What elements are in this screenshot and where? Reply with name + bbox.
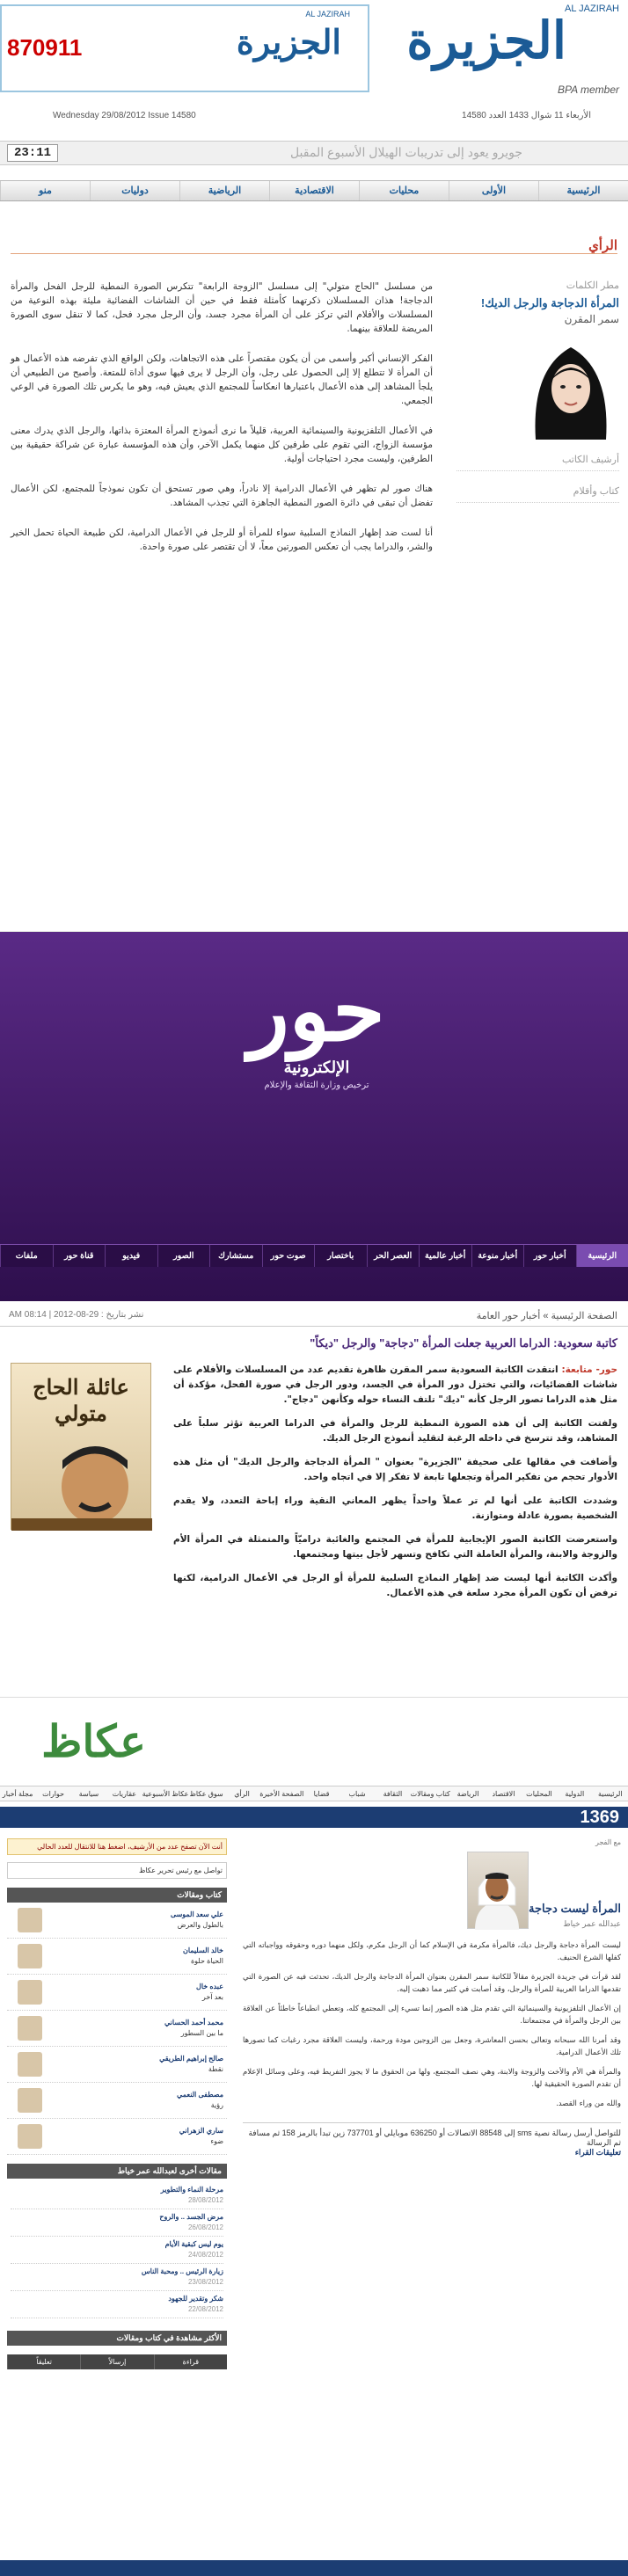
issue-number: 1369 (581, 1807, 620, 1828)
more-article-item[interactable] (11, 2291, 223, 2318)
hoor-logo-word: حور (220, 967, 413, 1055)
writer-column: ما بين السطور (181, 2029, 223, 2037)
writer-column: ضوء (210, 2137, 223, 2145)
nav-item[interactable]: فيديو (105, 1245, 157, 1267)
divider (0, 1326, 628, 1327)
more-article-title: يوم ليس كبقية الأيام (165, 2240, 223, 2248)
writer-text (42, 1982, 223, 2003)
writer-name: صالح إبراهيم الطريقي (159, 2055, 223, 2063)
article-paragraph: هناك صور لم تظهر في الأعمال الدرامية إلا نادراً، وهي صور تستحق أن تكون نموذجاً للمجتمع، لكن الأعمال تفضل أن تبقى في دائرة الصور النمطية الجاهزة التي تجذب المشاهد. (11, 482, 433, 510)
image-caption: عائلة الحاج متولي (11, 1374, 150, 1427)
avatar (18, 2052, 42, 2077)
nav-item[interactable]: حوارات (35, 1786, 70, 1801)
writer-column: نقطة (208, 2065, 223, 2073)
paragraph-text: انتقدت الكاتبة السعودية سمر المقرن ظاهرة تقديم عدد من المسلسلات والأفلام على شاشات الفضائيات، والتي تختزل دور المرأة في الجسد، ودور الرجل في صورة الفحل، مؤكدة أن مثل هذه الدراما تصور الرجل كأنه "ديك" تلتف النساء حوله وكأنهن "دجاج". (173, 1364, 617, 1405)
nav-item[interactable]: منو (0, 181, 90, 200)
nav-item[interactable]: الرأي (224, 1786, 259, 1801)
nav-item[interactable]: المحليات (522, 1786, 557, 1801)
ad-logo: الجزيرة (237, 22, 341, 62)
hoor-license: ترخيص وزارة الثقافة والإعلام (220, 1081, 413, 1090)
article-paragraph: وأكدت الكاتبة أنها ليست ضد إظهار النماذج السلبية للمرأة أو الرجل في الأعمال الدرامية، لكنها ترفض أن تكون المرأة مجرد سلعة في هذه الأعمال. (173, 1571, 617, 1601)
jazirah-section (0, 0, 628, 932)
writer-column: رؤية (211, 2101, 223, 2109)
writer-item[interactable] (7, 2011, 227, 2047)
tab-read[interactable]: قراءة (154, 2354, 227, 2369)
writer-item[interactable] (7, 1939, 227, 1975)
article-paragraph: ولفتت الكاتبة إلى أن هذه الصورة النمطية للرجل والمرأة في الدراما العربية تؤثر سلباً على المشاهد، وقد تترسخ في داخله الرغبة لتقليد أنموذج الرجل الديك. (173, 1416, 617, 1446)
author-archive-link[interactable]: أرشيف الكاتب (456, 454, 619, 471)
clock: 23:11 (7, 144, 58, 162)
archive-alert[interactable]: أنت الآن تصفح عدد من الأرشيف، اضغط هنا للانتقال للعدد الحالي (7, 1838, 227, 1855)
nav-item[interactable]: الرياضة (450, 1786, 486, 1801)
nav-item[interactable]: سياسة (71, 1786, 106, 1801)
hoor-header (0, 932, 628, 1301)
more-article-item[interactable] (11, 2264, 223, 2291)
article-paragraph: إن الأعمال التلفزيونية والسينمائية التي تقدم مثل هذه الصور إنما تسيء إلى المجتمع كله، وتعطي انطباعاً خاطئاً عن العلاقة بين الرجل والمرأة في مجتمعاتنا. (243, 2003, 621, 2027)
more-articles-list (7, 2179, 227, 2322)
nav-item[interactable]: الاقتصاد (486, 1786, 521, 1801)
writer-column: بعد آخر (202, 1993, 223, 2001)
article-title: المرأة الدجاجة والرجل الديك! (456, 295, 619, 311)
nav-item[interactable]: مجلة أخبار (0, 1786, 35, 1801)
sms-info: للتواصل أرسل رسالة نصية sms إلى 88548 الاتصالات أو 636250 موبايلي أو 737701 زين تبدأ بالرمز 158 ثم مسافة ثم الرسالة (248, 2128, 621, 2147)
column-name: مطر الكلمات (456, 280, 619, 291)
issue-bar (0, 1807, 628, 1828)
nav-item[interactable]: محليات (359, 181, 449, 200)
article-paragraph: ليست المرأة دجاجة والرجل ديك، فالمرأة مكرمة في الإسلام كما أن الرجل مكرم، ولكل منهما دوره وحقوقه وواجباته التي كفلها الشرع الحنيف. (243, 1939, 621, 1964)
nav-item[interactable]: قضايا (303, 1786, 339, 1801)
article-paragraph: واستعرضت الكاتبة الصور الإيجابية للمرأة في المجتمع والغائبة دراميّاً والمتمثلة في المرأة الأم والزوجة والابنة، والمرأة العاملة التي تكافح وتسهر لأجل بيتها ومجتمعها. (173, 1532, 617, 1562)
tab-comment[interactable]: تعليقاً (7, 2354, 80, 2369)
date-arabic: الأربعاء 11 شوال 1433 العدد 14580 (462, 111, 591, 120)
more-article-date: 24/08/2012 (11, 2250, 223, 2260)
bpa-badge: BPA member (558, 84, 619, 96)
writer-item[interactable] (7, 2119, 227, 2155)
comments-link[interactable]: تعليقات القراء (575, 2148, 621, 2157)
more-article-item[interactable] (11, 2182, 223, 2209)
author-name[interactable]: سمر المقرن (456, 313, 619, 325)
section-title: الرأي (588, 237, 617, 253)
article-paragraph: والله من وراء القصد. (243, 2098, 621, 2110)
author-portrait (522, 334, 619, 440)
article-paragraph: أنا لست ضد إظهار النماذج السلبية سواء للمرأة أو للرجل في الأعمال الدرامية، لكن طبيعة الحياة تحمل الخير والشر، والدراما يجب أن تعكس الصورتين معاً، لا أن تقتصر على صورة واحدة. (11, 526, 433, 554)
nav-item[interactable]: الرئيسية (576, 1245, 628, 1267)
date-bar (53, 107, 617, 125)
author-drawing (466, 1852, 528, 1930)
nav-item[interactable]: قناة حور (53, 1245, 106, 1267)
writer-text (42, 1910, 223, 1931)
more-article-date: 23/08/2012 (11, 2277, 223, 2288)
article-body (11, 280, 433, 570)
more-articles-title: مقالات أخرى لعبدالله عمر خياط (7, 2164, 227, 2179)
nav-item[interactable]: الصفحة الأخيرة (259, 1786, 303, 1801)
writers-link[interactable]: كتاب وأقلام (456, 485, 619, 503)
article-paragraph: وقد أمرنا الله سبحانه وتعالى بحسن المعاشرة، وجعل بين الزوجين مودة ورحمة، وليست العلاقة مجرد رغبات كما تصورها تلك الأعمال الدرامية. (243, 2034, 621, 2059)
article-header (243, 1852, 621, 1929)
writer-name: مصطفى النعمي (177, 2091, 223, 2099)
article-paragraph: الفكر الإنساني أكبر وأسمى من أن يكون مقتصراً على هذه الاتجاهات، ولكن الواقع الذي تفرضه هذه الأعمال هو أن المرأة لا تتطلع إلا إلى الحصول على رجل، وأن الرجل لا يرى فيها سوى أداة للمتعة. وأصبح من الطبيعي أن يلجأ المشاهد إلى هذه الأعمال باعتبارها انعكاساً للمجتمع الذي يعيش فيه، وهو ما يكرس تلك الصورة في الوعي الجمعي. (11, 352, 433, 408)
portrait-drawing (522, 334, 619, 440)
nav-item[interactable]: الاقتصادية (269, 181, 359, 200)
contact-editor-link[interactable]: تواصل مع رئيس تحرير عكاظ (7, 1862, 227, 1879)
nav-item[interactable]: الرياضية (179, 181, 269, 200)
avatar (18, 1980, 42, 2005)
most-viewed-title: الأكثر مشاهدة في كتاب ومقالات (7, 2331, 227, 2346)
nav-item[interactable]: الرئيسية (593, 1786, 628, 1801)
nav-item[interactable]: أخبار حور (523, 1245, 576, 1267)
writer-column: بالطول والعرض (178, 1921, 223, 1929)
writer-text (42, 1946, 223, 1967)
author-name[interactable]: عبدالله عمر خياط (529, 1919, 621, 1929)
nav-item[interactable]: دوليات (90, 181, 179, 200)
date-english: Wednesday 29/08/2012 Issue 14580 (53, 111, 196, 120)
article-title: كاتبة سعودية: الدراما العربية جعلت المرأة "دجاجة" والرجل "ديكاً" (11, 1336, 617, 1350)
jazirah-logo[interactable]: الجزيرة (406, 11, 566, 70)
publish-date: نشر بتاريخ : 29-08-2012 | 08:14 AM (9, 1310, 143, 1320)
more-article-title: شكر وتقدير للجهود (168, 2295, 223, 2303)
divider (11, 253, 617, 254)
author-photo (467, 1852, 529, 1929)
article-body (173, 1363, 617, 1610)
more-article-item[interactable] (11, 2209, 223, 2237)
writer-item[interactable] (7, 2047, 227, 2083)
ad-phone-number: 870911 (7, 34, 82, 62)
writer-name: ساري الزهراني (179, 2127, 223, 2135)
article-title: المرأة ليست دجاجة (529, 1902, 621, 1916)
hoor-logo[interactable] (220, 967, 413, 1125)
writer-column: الحياة حلوة (191, 1957, 223, 1965)
nav-item[interactable]: الدولية (557, 1786, 592, 1801)
nav-item[interactable]: الأولى (449, 181, 538, 200)
tab-sent[interactable]: إرسالاً (80, 2354, 153, 2369)
nav-item[interactable]: العصر الحر (367, 1245, 420, 1267)
writer-item[interactable] (7, 1903, 227, 1939)
article-paragraph: من مسلسل "الحاج متولي" إلى مسلسل "الزوجة الرابعة" تتكرس الصورة النمطية للرجل الفحل والمرأة الدجاجة! هذان المسلسلان ذكرتهما كأمثلة فقط في حين أن الشاشات الفضائية مليئة بهذه النوعية من المسلسلات والأفلام التي تركز على أن المرأة مجرد جسد، وأن الرجل مجرد فحل، كما لا تنقل سوى الصورة المريضة للعلاقة بينهما. (11, 280, 433, 336)
okaz-main-nav (0, 1786, 628, 1801)
writer-name: محمد أحمد الحساني (164, 2019, 223, 2027)
nav-item[interactable]: الرئيسية (538, 181, 628, 200)
okaz-sidebar (7, 1838, 227, 2369)
writer-text (42, 2018, 223, 2039)
okaz-article (243, 1838, 621, 2158)
more-article-date: 28/08/2012 (11, 2195, 223, 2206)
more-article-title: زيارة الرئيس .. ومحبة الناس (142, 2267, 223, 2275)
nav-item[interactable]: الصور (157, 1245, 210, 1267)
nav-item[interactable]: باختصار (314, 1245, 367, 1267)
writer-text (42, 2090, 223, 2111)
column-breadcrumb[interactable]: مع الفجر (243, 1838, 621, 1846)
nav-item[interactable]: أخبار عالمية (419, 1245, 471, 1267)
title-block (529, 1902, 621, 1929)
article-paragraph: وشددت الكاتبة على أنها لم تر عملاً واحداً يظهر المعاني النقية وراء إباحة التعدد، ولا يقدم الشخصية بصورة عادلة ومتوازنة. (173, 1494, 617, 1524)
hoor-article (0, 1301, 628, 1697)
jazirah-header (0, 0, 628, 123)
more-article-date: 22/08/2012 (11, 2304, 223, 2315)
avatar (18, 1908, 42, 1932)
writers-list (7, 1903, 227, 2155)
nav-item[interactable]: صوت حور (262, 1245, 315, 1267)
ad-logo-latin: AL JAZIRAH (305, 10, 350, 18)
more-article-title: مرحلة النماء والتطوير (161, 2186, 223, 2194)
more-article-item[interactable] (11, 2237, 223, 2264)
nav-item[interactable]: عقاريات (106, 1786, 142, 1801)
image-drawing (11, 1364, 152, 1531)
nav-item[interactable]: سوق عكاظ (188, 1786, 223, 1801)
nav-item[interactable]: كتاب ومقالات (411, 1786, 450, 1801)
okaz-logo[interactable]: عكاظ (5, 1715, 146, 1772)
writer-text (42, 2054, 223, 2075)
writer-name: علي سعد الموسى (171, 1910, 223, 1918)
more-article-date: 26/08/2012 (11, 2223, 223, 2233)
avatar (18, 2124, 42, 2149)
article-paragraph (173, 1363, 617, 1408)
logo-latin: AL JAZIRAH (565, 4, 619, 14)
writer-name: عبده خال (196, 1983, 223, 1990)
jazirah-main-nav (0, 180, 628, 201)
nav-item[interactable]: ملفات (0, 1245, 53, 1267)
article-image (11, 1363, 151, 1530)
avatar (18, 2016, 42, 2041)
okaz-section (0, 1697, 628, 2576)
article-paragraph: وأضافت في مقالها على صحيفة "الجزيرة" بعنوان " المرأة الدجاجة والرجل الديك" أن مثل هذه الأدوار تحجم من تفكير المرأة وتجعلها تابعة لا تفكر إلا في اتجاه واحد. (173, 1455, 617, 1485)
okaz-footer-bar (0, 2560, 628, 2576)
most-viewed-tabs (7, 2354, 227, 2369)
header-ad-banner[interactable] (0, 4, 369, 92)
nav-item[interactable]: الثقافة (375, 1786, 410, 1801)
breadcrumb[interactable]: الصفحة الرئيسية » أخبار حور العامة (477, 1310, 617, 1321)
news-ticker[interactable]: جويرو يعود إلى تدريبات الهيلال الأسبوع المقبل (290, 145, 522, 160)
article-paragraph: لقد قرأت في جريدة الجزيرة مقالاً للكاتبة سمر المقرن بعنوان المرأة الدجاجة والرجل الديك، تحدثت فيه عن الصورة التي تقدمها الدراما العربية للمرأة والرجل، وقد أصابت في كثير مما ذهبت إليه. (243, 1971, 621, 1996)
hoor-main-nav (0, 1244, 628, 1267)
article-paragraph: في الأعمال التلفزيونية والسينمائية العربية، قليلاً ما نرى أنموذج المرأة المعتزة بذاتها، والرجل الذي يدرك معنى مؤسسة الزواج، التي تقوم على طرفين كل منهما يكمل الآخر، وأن هذه المؤسسة عبارة عن شراكة حقيقية بين الطرفين، وليست مجرد احتياجات أولية. (11, 424, 433, 466)
more-article-title: مرض الجسد .. والروح (159, 2213, 223, 2221)
writer-item[interactable] (7, 1975, 227, 2011)
avatar (18, 2088, 42, 2113)
author-sidebar (456, 280, 619, 503)
article-body (243, 1939, 621, 2110)
avatar (18, 1944, 42, 1968)
writer-item[interactable] (7, 2083, 227, 2119)
nav-item[interactable]: عكاظ الأسبوعية (142, 1786, 189, 1801)
nav-item[interactable]: مستشارك (209, 1245, 262, 1267)
writer-name: خالد السليمان (183, 1947, 223, 1954)
news-ticker-bar (0, 141, 628, 165)
hoor-logo-sub: الإلكترونية (220, 1059, 413, 1077)
nav-item[interactable]: شباب (340, 1786, 375, 1801)
lead-tag: حور- متابعة: (561, 1364, 617, 1375)
article-paragraph: والمرأة هي الأم والأخت والزوجة والابنة، وهي نصف المجتمع، ولها من الحقوق ما لا يجوز التفريط فيه، وعلى وسائل الإعلام أن تقدم الصورة الحقيقية لها. (243, 2066, 621, 2091)
sms-footer (243, 2122, 621, 2158)
nav-item[interactable]: أخبار منوعة (471, 1245, 524, 1267)
writers-box-title: كتاب ومقالات (7, 1888, 227, 1903)
writer-text (42, 2126, 223, 2147)
